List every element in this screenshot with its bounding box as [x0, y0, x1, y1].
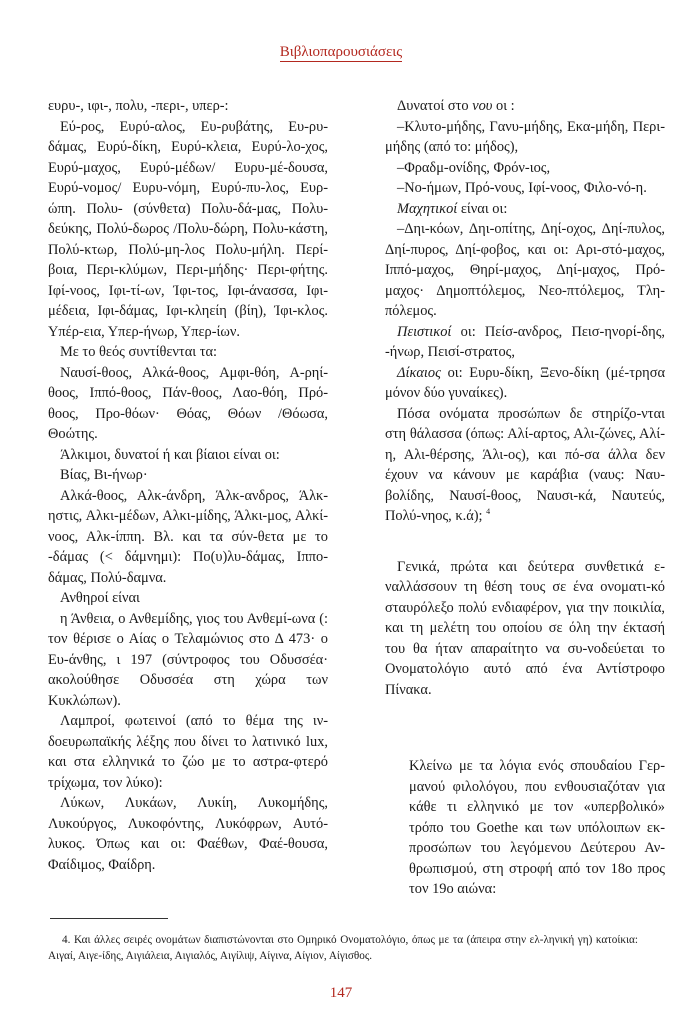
italic-term: Μαχητικοί	[397, 200, 458, 217]
paragraph	[385, 404, 665, 527]
text-run: Δυνατοί στο	[397, 98, 473, 114]
text-run: οι :	[492, 98, 515, 114]
left-column	[48, 96, 328, 875]
paragraph: –Δηι-κόων, Δηι-οπίτης, Δηί-οχος, Δηί-πυλος, Δηί-πυρος, Δηί-φοβος, και οι: Αρι-στό-μαχος, Ιππό-μαχος, Θηρί-μαχος, Δηί-μαχος, Πρό-μαχος· Δημοπτόλεμος, Νεο-πτόλεμος, Τλη-πόλεμος.	[385, 221, 665, 319]
header-title: Βιβλιοπαρουσιάσεις	[279, 44, 403, 60]
italic-term: Δίκαιος	[397, 364, 441, 381]
paragraph: Αλκά-θοος, Αλκ-άνδρη, Άλκ-ανδρος, Άλκ-ηστις, Αλκι-μέδων, Αλκι-μίδης, Άλκι-μος, Αλκί-νοος, Αλκ-ίππη. Βλ. και τα σύν-θετα με το -δάμας (< δάμνημι): Πο(υ)λυ-δάμας, Ιππο-δάμας, Πολύ-δαμνα.	[48, 487, 328, 586]
text-run: οι: Πείσ-ανδρος, Πεισ-ηνορί-δης, -ήνωρ, Πεισί-στρατος,	[385, 323, 665, 360]
footnote-marker[interactable]: 4	[486, 507, 491, 517]
paragraph: Βίας, Βι-ήνωρ·	[60, 467, 148, 483]
paragraph: Ανθηροί είναι	[60, 590, 140, 606]
paragraph: Άλκιμοι, δυνατοί ή και βίαιοι είναι οι:	[60, 446, 280, 463]
paragraph: η Άνθεια, ο Ανθεμίδης, γιος του Ανθεμί-ωνα (: τον θέρισε ο Αίας ο Τελαμώνιος στο Δ 473· ο Ευ-άνθης, ι 197 (σύντροφος του Οδυσσέα· ακολούθησε Οδυσσέα στη χώρα των Κυκλώπων).	[48, 610, 328, 709]
paragraph: ευρυ-, ιφι-, πολυ, -περι-, υπερ-:	[48, 98, 229, 114]
footnote-rule	[50, 918, 168, 919]
page-number: 147	[329, 985, 353, 1001]
paragraph: Με το θεός συντίθενται τα:	[60, 344, 218, 360]
paragraph: –Κλυτο-μήδης, Γανυ-μήδης, Εκα-μήδη, Περι-μήδης (από το: μήδος),	[385, 118, 665, 155]
right-column	[385, 96, 665, 900]
paragraph: –Νο-ήμων, Πρό-νους, Ιφί-νοος, Φιλο-νό-η.	[397, 180, 647, 196]
paragraph: Ναυσί-θοος, Αλκά-θοος, Αμφι-θόη, Α-ρηί-θοος, Ιππό-θοος, Πάν-θοος, Λαο-θόη, Πρό-θοος, Προ-θόων· Θόας, Θόων /Θόωσα, Θοώτης.	[48, 364, 328, 442]
paragraph: Εύ-ρος, Ευρύ-αλος, Ευ-ρυβάτης, Ευ-ρυ-δάμας, Ευρύ-δίκη, Ευρύ-κλεια, Ευρύ-λο-χος, Ευρύ-μαχος, Ευρύ-μέδων/ Ευρυ-μέ-δουσα, Ευρύ-νομος/ Ευρυ-νόμη, Ευρύ-πυ-λος, Ευρ-ώπη. Πολυ- (σύνθετα) Πολυ-δά-μας, Πολυ-δεύκης, Πολύ-δωρος /Πολυ-δώρη, Πολυ-κάστη, Πολύ-κτωρ, Πολύ-μη-λος Πολυ-μήλη. Περί-βοια, Περι-κλύμων, Περι-μήδης· Περι-φήτης. Ιφί-νοος, Ιφι-τί-ων, Ίφι-τος, Ιφι-άνασσα, Ιφι-μέδεια, Ιφι-δάμας, Ιφι-κληείη (βίη), Ίφι-κλος. Υπέρ-εια, Υπερ-ήνωρ, Υπερ-ίων.	[48, 118, 328, 340]
paragraph	[385, 199, 665, 220]
paragraph	[385, 96, 665, 117]
paragraph: –Φραδμ-ονίδης, Φρόν-ιος,	[397, 159, 551, 176]
italic-term: νου	[472, 98, 493, 114]
footnote: 4. Και άλλες σειρές ονομάτων διαπιστώνονται στο Ομηρικό Ονοματολόγιο, όπως με τα (άπειρα στην ελ-ληνική γη) κατοίκια: Αιγαί, Αιγε-ίδης, Αιγιάλεια, Αιγιαλός, Αιγίλιψ, Αίγινα, Αίγιον, Αίγισθος.	[48, 934, 638, 962]
italic-term: Πειστικοί	[397, 323, 452, 340]
paragraph	[385, 363, 665, 404]
text-run: είναι οι:	[457, 200, 508, 217]
running-header	[0, 44, 682, 61]
text-run: Πόσα ονόματα προσώπων δε στηρίζο-νται στη θάλασσα (όπως: Αλί-αρτος, Αλι-ζώνες, Αλί-η, Αλι-θέρσης, Άλι-ος), και πό-σα άλλα δεν έχουν να κάνουν με καράβια (ναυς: Ναυ-βολίδης, Ναυσί-θοος, Ναυσι-κά, Ναυτεύς, Πολύ-νηος, κ.ά);	[385, 405, 665, 524]
paragraph	[385, 322, 665, 363]
paragraph: Λαμπροί, φωτεινοί (από το θέμα της ιν-δοευρωπαϊκής λέξης που δίνει το λατινικό lux, και στα ελληνικά το ζώο με το αστρα-φτερό τρίχωμα, τον λύκο):	[48, 713, 328, 791]
text-run: οι: Ευρυ-δίκη, Ξενο-δίκη (μέ-τρησα μόνον δύο γυναίκες).	[385, 364, 665, 401]
paragraph: Κλείνω με τα λόγια ενός σπουδαίου Γερ-μανού φιλολόγου, που ενθουσιαζόταν για κάθε τι ελληνικό με τον «υπερβολικό» τρόπο του Goethe και των υπόλοιπων εκ-προσώπων του λεγόμενου Δεύτερου Αν-θρωπισμού, στη στροφή από τον 18ο προς τον 19ο αιώνα:	[409, 758, 665, 897]
paragraph: Γενικά, πρώτα και δεύτερα συνθετικά ε-ναλλάσσουν τη θέση τους σε ένα ονοματι-κό σταυρόλεξο πολύ ενδιαφέρον, για την ποικιλία, και τη μελέτη του οποίου σε όλη την έκτασή του θα ήταν απαραίτητο να συ-νοδεύεται το Ονοματολόγιο αυτό από ένα Αντίστροφο Πίνακα.	[385, 558, 665, 698]
paragraph: Λύκων, Λυκάων, Λυκίη, Λυκομήδης, Λυκούργος, Λυκοφόντης, Λυκόφρων, Αυτό-λυκος. Όπως και οι: Φαέθων, Φαέ-θουσα, Φαίδιμος, Φαίδρη.	[48, 795, 328, 873]
